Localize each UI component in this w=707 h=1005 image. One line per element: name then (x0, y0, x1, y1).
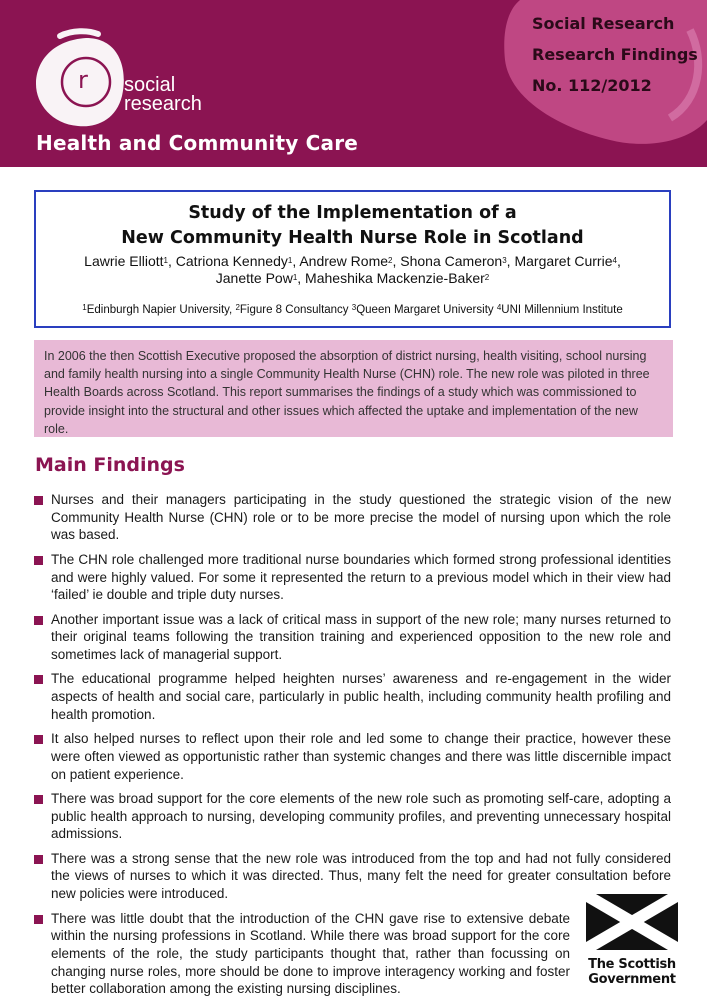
scottish-government-logo (586, 894, 678, 987)
square-bullet-icon (34, 496, 43, 505)
gov-wordmark (586, 957, 678, 987)
list-item: The educational programme helped heighten nurses’ awareness and re-engagement in the wider aspects of health and social care, particularly in public health, including community health profiling and health promotion. (34, 670, 671, 723)
list-item: It also helped nurses to reflect upon their role and led some to change their practice, however these were often viewed as opportunistic rather than systemic changes and there was little discernible impact on patient experience. (34, 730, 671, 783)
series-line-1: Social Research (532, 14, 675, 33)
list-item: The CHN role challenged more traditional nurse boundaries which formed strong professional identities and were highly valued. For some it represented the return to a previous model which in their view had ‘failed’ ie double and triple duty nurses. (34, 551, 671, 604)
gov-line-2: Government (588, 972, 676, 987)
affiliation: $^2$Figure 8 Consultancy (235, 303, 349, 316)
logo-wordmark (124, 76, 202, 114)
list-item: There was broad support for the core elements of the new role such as promoting self-care, adopting a public health approach to nursing, developing community profiles, and preventing unnecessary hospital admissions. (34, 790, 671, 843)
gov-line-1: The Scottish (588, 957, 676, 972)
saltire-icon (586, 894, 678, 950)
square-bullet-icon (34, 915, 43, 924)
logo-word-social: social (124, 74, 176, 96)
list-item: There was little doubt that the introduction of the CHN gave rise to extensive debate within the nursing professions in Scotland. While there was broad support for the core elements of the role, the study participants thought that, rather than focussing on changing nurse roles, more should be done to improve interagency working and foster better collaboration among the existing nursing disciplines. (34, 910, 570, 999)
affiliation: $^3$Queen Margaret University (351, 303, 494, 316)
main-findings-heading: Main Findings (35, 454, 185, 476)
author: Andrew Rome$^2$, (299, 253, 401, 269)
authors-list (36, 253, 669, 287)
square-bullet-icon (34, 735, 43, 744)
author: Maheshika Mackenzie-Baker$^2$ (305, 270, 490, 286)
square-bullet-icon (34, 616, 43, 625)
header-banner (0, 0, 707, 167)
logo-letter: r (78, 66, 88, 94)
affiliation: $^4$UNI Millennium Institute (496, 303, 623, 316)
section-title: Health and Community Care (36, 131, 359, 155)
series-line-2: Research Findings (532, 45, 698, 64)
square-bullet-icon (34, 556, 43, 565)
logo-word-research: research (124, 93, 202, 115)
square-bullet-icon (34, 675, 43, 684)
author: Margaret Currie$^4$, (514, 253, 621, 269)
findings-list (34, 491, 671, 1005)
author: Janette Pow$^1$, (215, 270, 306, 286)
affiliations (36, 304, 669, 316)
abstract-box: In 2006 the then Scottish Executive proposed the absorption of district nursing, health visiting, school nursing and family health nursing into a single Community Health Nurse (CHN) role. The new role was piloted in three Health Boards across Scotland. This report summarises the findings of a study which was commissioned to provide insight into the structural and other issues which affected the uptake and implementation of the new role. (34, 340, 673, 437)
report-title-line-2: New Community Health Nurse Role in Scotland (121, 228, 584, 248)
square-bullet-icon (34, 795, 43, 804)
author: Shona Cameron$^3$, (400, 253, 515, 269)
affiliation: $^1$Edinburgh Napier University, (82, 303, 236, 316)
list-item: Nurses and their managers participating in the study questioned the strategic vision of the new Community Health Nurse (CHN) role or to be more precise the model of nursing upon which the role was based. (34, 491, 671, 544)
author: Catriona Kennedy$^1$, (175, 253, 300, 269)
list-item: Another important issue was a lack of critical mass in support of the new role; many nurses returned to their original teams following the transition training and experienced opposition to the new role and sometimes lack of managerial support. (34, 611, 671, 664)
report-title-line-1: Study of the Implementation of a (188, 203, 517, 223)
author: Lawrie Elliott$^1$, (84, 253, 176, 269)
series-label (532, 8, 698, 101)
square-bullet-icon (34, 855, 43, 864)
series-line-3: No. 112/2012 (532, 76, 652, 95)
list-item: There was a strong sense that the new role was introduced from the top and had not fully considered the views of nurses to which it was directed. Thus, many felt the need for greater consultation before new policies were introduced. (34, 850, 671, 903)
title-box (34, 190, 671, 328)
